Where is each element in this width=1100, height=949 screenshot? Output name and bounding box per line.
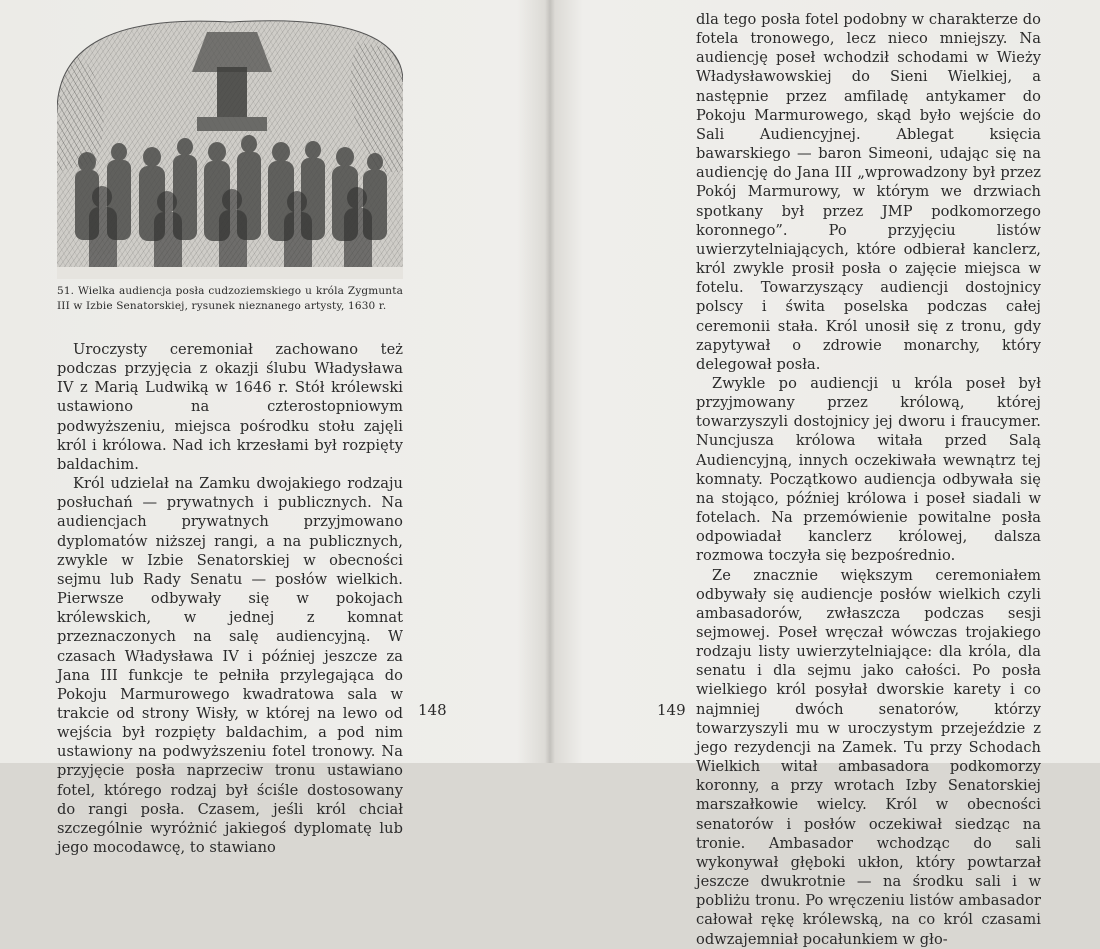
right-page-body <box>696 10 1041 949</box>
page-number: 149 <box>657 701 686 719</box>
illustration-audience-drawing <box>57 12 403 279</box>
left-page-body <box>57 340 403 857</box>
paragraph: Król udzielał na Zamku dwojakiego rodzaju posłuchań — prywatnych i publicznych. Na audiencjach prywatnych przyjmowano dyplomatów niższej rangi, a na publicznych, zwykle w Izbie Senatorskiej w obecności sejmu lub Rady Senatu — posłów wielkich. Pierwsze odbywały się w pokojach królewskich, w jednej z komnat przeznaczonych na salę audiencyjną. W czasach Władysława IV i później jeszcze za Jana III funkcje te pełniła przylegająca do Pokoju Marmurowego kwadratowa sala w trakcie od strony Wisły, w której na lewo od wejścia był rozpięty baldachim, a pod nim ustawiony na podwyższeniu fotel tronowy. Na przyjęcie posła naprzeciw tronu ustawiano fotel, którego rodzaj był ściśle dostosowany do rangi posła. Czasem, jeśli król chciał szczególnie wyróżnić jakiegoś dyplomatę lub jego mocodawcę, to stawiano <box>57 475 403 857</box>
paragraph: dla tego posła fotel podobny w charakterze do fotela tronowego, lecz nieco mniejszy. Na audiencję poseł wchodził schodami w Wieży Władysławowskiej do Sieni Wielkiej, a następnie przez amfiladę antykamer do Pokoju Marmurowego, skąd było wejście do Sali Audiencyjnej. Ablegat księcia bawarskiego — baron Simeoni, udając się na audiencję do Jana III „wprowadzony był przez Pokój Marmurowy, w którym we drzwiach spotkany był przez JMP podkomorzego koronnego”. Po przyjęciu listów uwierzytelniających, które odbierał kanclerz, król zwykle prosił posła o zajęcie miejsca w fotelu. Towarzyszący audiencji dostojnicy polscy i świta poselska podczas całej ceremonii stała. Król unosił się z tronu, gdy zapytywał o zdrowie monarchy, który delegował posła. <box>696 11 1041 373</box>
paragraph: Zwykle po audiencji u króla poseł był przyjmowany przez królową, której towarzyszyli dostojnicy jej dworu i fraucymer. Nuncjusza królowa witała przed Salą Audiencyjną, innych oczekiwała wewnątrz tej komnaty. Początkowo audiencja odbywała się na stojąco, później królowa i poseł siadali w fotelach. Na przemówienie powitalne posła odpowiadał kanclerz królowej, dalsza rozmowa toczyła się bezpośrednio. <box>696 374 1041 565</box>
right-page <box>550 0 1100 948</box>
figure-caption: 51. Wielka audiencja posła cudzoziemskiego u króla Zygmunta III w Izbie Senatorskiej, rysunek nieznanego artysty, 1630 r. <box>57 285 403 312</box>
paragraph: Ze znacznie większym ceremoniałem odbywały się audiencje posłów wielkich czyli ambasadorów, zwłaszcza podczas sesji sejmowej. Poseł wręczał wówczas trojakiego rodzaju listy uwierzytelniające: dla króla, dla senatu i dla sejmu jako całości. Po posła wielkiego król posyłał dworskie karety i co najmniej dwóch senatorów, którzy towarzyszyli mu w uroczystym przejeździe z jego rezydencji na Zamek. Tu przy Schodach Wielkich witał ambasadora podkomorzy koronny, a przy wrotach Izby Senatorskiej marszałkowie wielcy. Król w obecności senatorów i posłów oczekiwał siedząc na tronie. Ambasador wchodząc do sali wykonywał głęboki ukłon, który powtarzał jeszcze dwukrotnie — na środku sali i w pobliżu tronu. Po wręczeniu listów ambasador całował rękę królewską, na co król czasami odwzajemniał pocałunkiem w gło- <box>696 566 1041 948</box>
paragraph: Uroczysty ceremoniał zachowano też podczas przyjęcia z okazji ślubu Władysława IV z Marią Ludwiką w 1646 r. Stół królewski ustawiono na czterostopniowym podwyższeniu, miejsca pośrodku stołu zajęli król i królowa. Nad ich krzesłami był rozpięty baldachim. <box>57 341 403 473</box>
page-number: 148 <box>418 701 447 719</box>
left-page <box>0 0 550 857</box>
